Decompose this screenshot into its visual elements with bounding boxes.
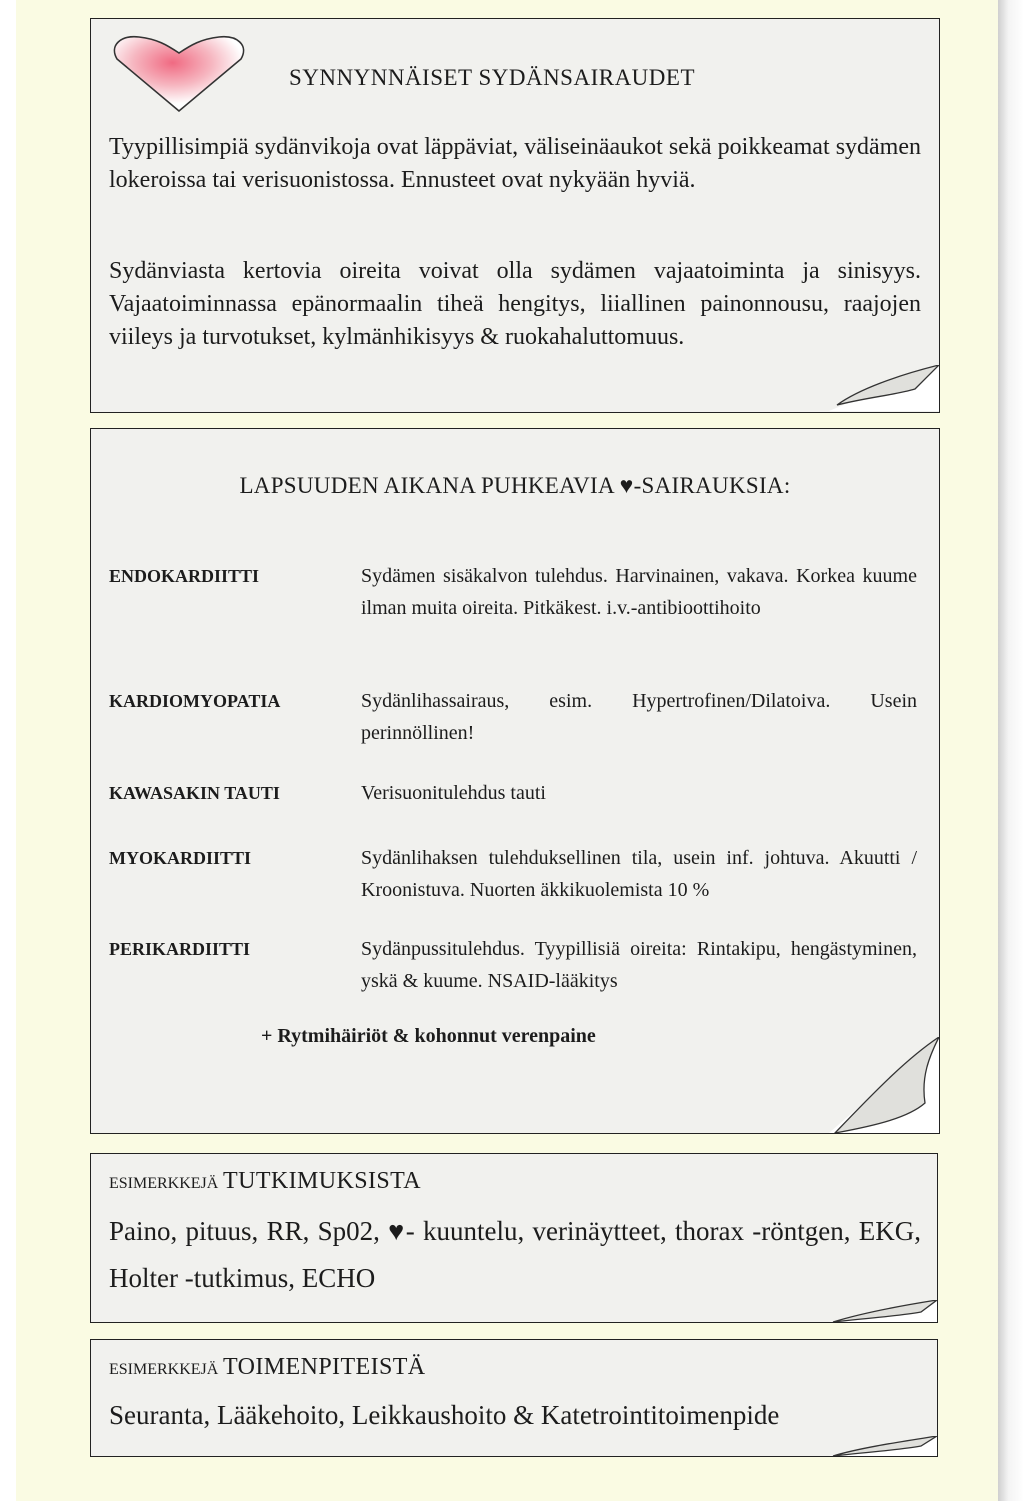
procedures-card xyxy=(90,1339,938,1457)
page-curl-icon xyxy=(829,1037,939,1133)
disease-description: Sydänlihassairaus, esim. Hypertrofinen/Dilatoiva. Usein perinnöllinen! xyxy=(361,690,917,744)
heart-icon xyxy=(109,31,249,113)
disease-description: Sydänlihaksen tulehduksellinen tila, usein inf. johtuva. Akuutti / Kroonistuva. Nuorten äkkikuolemista 10 % xyxy=(361,847,917,901)
disease-description: Sydämen sisäkalvon tulehdus. Harvinainen, vakava. Korkea kuume ilman muita oireita. Pitkäkest. i.v.-antibioottihoito xyxy=(361,565,917,619)
section-title: LAPSUUDEN AIKANA PUHKEAVIA ♥-SAIRAUKSIA: xyxy=(239,473,791,498)
childhood-heart-diseases-card xyxy=(90,428,940,1134)
box-title xyxy=(109,1168,421,1195)
extra-note: + Rytmihäiriöt & kohonnut verenpaine xyxy=(261,1025,596,1047)
congenital-heart-diseases-card xyxy=(90,18,940,413)
disease-description: Sydänpussitulehdus. Tyypillisiä oireita: Rintakipu, hengästyminen, yskä & kuume. NSAID-lääkitys xyxy=(361,938,917,992)
disease-name: KAWASAKIN TAUTI xyxy=(109,783,280,803)
paragraph: Sydänviasta kertovia oireita voivat olla sydämen vajaatoiminta ja sinisyys. Vajaatoiminnassa epänormaalin tiheä hengitys, liiallinen painonnousu, raajojen viileys ja turvotukset, kylmänhikisyys & ruokahaluttomuus. xyxy=(109,258,921,350)
disease-name: KARDIOMYOPATIA xyxy=(109,691,281,711)
examinations-card xyxy=(90,1153,938,1323)
disease-name: ENDOKARDIITTI xyxy=(109,566,260,586)
page-curl-icon xyxy=(829,1300,937,1322)
scan-edge xyxy=(998,0,1024,1501)
box-title xyxy=(109,1354,426,1381)
disease-name: MYOKARDIITTI xyxy=(109,848,252,868)
title-prefix: ESIMERKKEJÄ xyxy=(109,1361,219,1378)
disease-description: Verisuonitulehdus tauti xyxy=(361,782,546,804)
title-main: TUTKIMUKSISTA xyxy=(223,1168,421,1194)
examinations-text: Paino, pituus, RR, Sp02, ♥- kuuntelu, verinäytteet, thorax -röntgen, EKG, Holter -tutkimus, ECHO xyxy=(109,1216,921,1293)
disease-name: PERIKARDIITTI xyxy=(109,939,251,959)
title-prefix: ESIMERKKEJÄ xyxy=(109,1175,219,1192)
page-curl-icon xyxy=(829,365,939,411)
section-title: SYNNYNNÄISET SYDÄNSAIRAUDET xyxy=(289,65,696,90)
page-curl-icon xyxy=(829,1436,937,1456)
title-main: TOIMENPITEISTÄ xyxy=(223,1354,426,1380)
paragraph: Tyypillisimpiä sydänvikoja ovat läppäviat, väliseinäaukot sekä poikkeamat sydämen lokeroissa tai verisuonistossa. Ennusteet ovat nykyään hyviä. xyxy=(109,134,921,193)
procedures-text: Seuranta, Lääkehoito, Leikkaushoito & Katetrointitoimenpide xyxy=(109,1400,780,1430)
